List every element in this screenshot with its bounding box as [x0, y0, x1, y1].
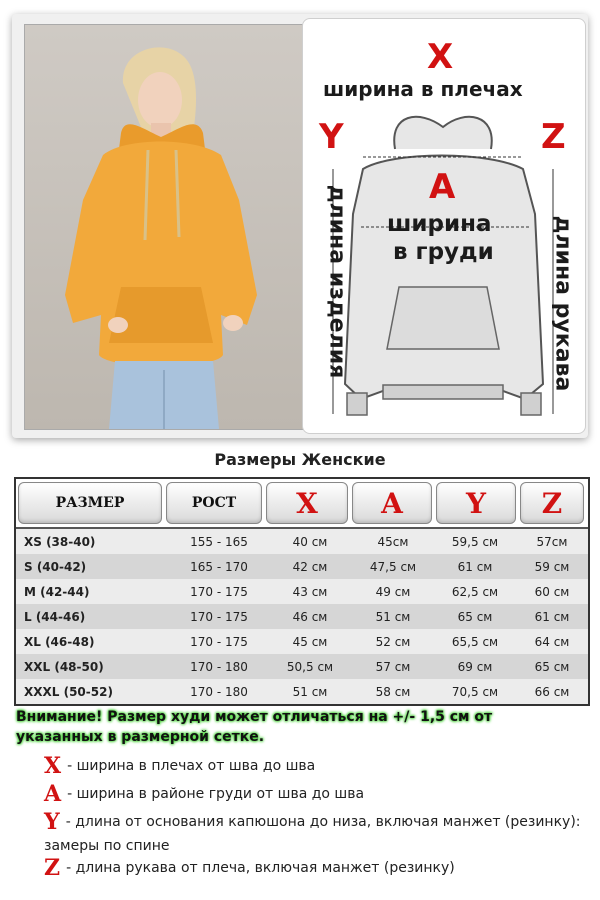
cell-a: 47,5 см — [369, 559, 417, 574]
cell-height: 165 - 170 — [190, 559, 248, 574]
legend-letter-y: Y — [44, 809, 60, 835]
chest-width-label-line1: ширина — [387, 211, 492, 237]
cell-size: XXL (48-50) — [24, 659, 104, 674]
table-header-row — [16, 479, 588, 529]
table-row — [16, 529, 588, 554]
legend-letter-z: Z — [44, 855, 61, 881]
table-body — [16, 529, 588, 704]
cell-x: 42 см — [292, 559, 328, 574]
sleeve-length-label: длина рукава — [550, 215, 576, 392]
cell-y: 65,5 см — [451, 634, 499, 649]
cell-height: 170 - 180 — [190, 684, 248, 699]
legend-letter-x: X — [44, 753, 62, 779]
x-measure-letter: X — [427, 37, 454, 77]
cell-z: 66 см — [534, 684, 570, 699]
cell-x: 43 см — [292, 584, 328, 599]
cell-z: 59 см — [534, 559, 570, 574]
cell-a: 57 см — [375, 659, 411, 674]
cell-y: 59,5 см — [451, 534, 499, 549]
cell-height: 170 - 180 — [190, 659, 248, 674]
table-row — [16, 554, 588, 579]
z-measure-letter: Z — [541, 117, 566, 157]
cell-height: 170 - 175 — [190, 609, 248, 624]
cell-z: 61 см — [534, 609, 570, 624]
header-a: A — [352, 482, 432, 524]
a-measure-letter: A — [429, 167, 456, 207]
cell-y: 62,5 см — [451, 584, 499, 599]
cell-size: XS (38-40) — [24, 534, 96, 549]
y-measure-letter: Y — [319, 117, 344, 157]
cell-x: 46 см — [292, 609, 328, 624]
header-y: Y — [436, 482, 516, 524]
size-warning: Внимание! Размер худи может отличаться на +/- 1,5 см от указанных в размерной сетке. — [16, 709, 493, 745]
cell-y: 70,5 см — [451, 684, 499, 699]
cell-z: 65 см — [534, 659, 570, 674]
cell-y: 65 см — [457, 609, 493, 624]
header-size: РАЗМЕР — [18, 482, 162, 524]
legend-letter-a: A — [44, 781, 62, 807]
shoulder-width-label: ширина в плечах — [323, 77, 523, 101]
table-row — [16, 679, 588, 704]
legend-text-y: - длина от основания капюшона до низа, включая манжет (резинку): замеры по спине — [44, 814, 581, 854]
cell-size: XXXL (50-52) — [24, 684, 113, 699]
garment-length-label: длина изделия — [324, 184, 350, 379]
cell-size: M (42-44) — [24, 584, 90, 599]
cell-y: 61 см — [457, 559, 493, 574]
chest-width-label-line2: в груди — [393, 239, 494, 265]
legend-item-x — [44, 754, 584, 778]
cell-z: 57см — [536, 534, 568, 549]
hoodie-model-illustration — [25, 25, 305, 429]
legend-text-x: - ширина в плечах от шва до шва — [67, 758, 316, 774]
cell-a: 45см — [377, 534, 409, 549]
table-row — [16, 604, 588, 629]
cell-a: 49 см — [375, 584, 411, 599]
cell-size: XL (46-48) — [24, 634, 95, 649]
legend-item-a — [44, 782, 584, 806]
header-x: X — [266, 482, 348, 524]
table-row — [16, 654, 588, 679]
cell-x: 40 см — [292, 534, 328, 549]
cell-x: 50,5 см — [286, 659, 334, 674]
cell-z: 64 см — [534, 634, 570, 649]
size-table — [14, 477, 590, 706]
table-title: Размеры Женские — [214, 450, 386, 469]
cell-height: 155 - 165 — [190, 534, 248, 549]
table-row — [16, 579, 588, 604]
table-row — [16, 629, 588, 654]
header-height: РОСТ — [166, 482, 262, 524]
cell-height: 170 - 175 — [190, 584, 248, 599]
hero-panel — [12, 14, 588, 438]
measurement-diagram — [302, 18, 586, 434]
cell-z: 60 см — [534, 584, 570, 599]
cell-size: L (44-46) — [24, 609, 86, 624]
cell-y: 69 см — [457, 659, 493, 674]
legend-item-y — [44, 810, 584, 858]
header-z: Z — [520, 482, 584, 524]
cell-height: 170 - 175 — [190, 634, 248, 649]
cell-a: 58 см — [375, 684, 411, 699]
cell-a: 51 см — [375, 609, 411, 624]
legend-item-z — [44, 856, 584, 880]
cell-x: 51 см — [292, 684, 328, 699]
cell-size: S (40-42) — [24, 559, 87, 574]
legend-text-z: - длина рукава от плеча, включая манжет (резинку) — [66, 860, 455, 876]
model-photo — [24, 24, 306, 430]
cell-a: 52 см — [375, 634, 411, 649]
legend-text-a: - ширина в районе груди от шва до шва — [67, 786, 365, 802]
cell-x: 45 см — [292, 634, 328, 649]
